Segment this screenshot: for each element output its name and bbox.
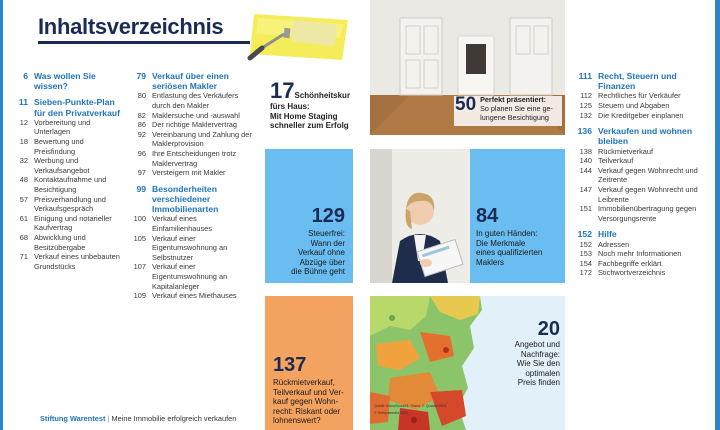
tile-line: Maklers	[476, 257, 505, 267]
tile-rueckmietverkauf[interactable]	[265, 296, 353, 430]
page-footer	[40, 414, 236, 423]
tile-line: kauf gegen Wohn-	[273, 397, 339, 407]
paint-roller-image	[244, 8, 356, 66]
right-edge-bar	[715, 0, 720, 430]
tile-line: schneller zum Erfolg	[270, 121, 349, 131]
toc-entry[interactable]: 82 Maklersuche und -auswahl	[137, 110, 240, 120]
toc-entry[interactable]: 48 Kontaktaufnahme und Besichtigung	[19, 175, 107, 194]
tile-line: Preis finden	[517, 378, 560, 388]
tile-page-number: 137	[273, 354, 307, 376]
toc-entry[interactable]: 132 Die Kreditgeber einplanen	[579, 110, 684, 120]
real-estate-agent-photo	[370, 149, 470, 283]
toc-column-1	[6, 71, 124, 271]
toc-entry[interactable]: 112 Rechtliches für Verkäufer	[580, 91, 681, 101]
tile-line: lungene Besichtigung	[480, 113, 549, 122]
tile-line: Perfekt präsentiert:	[480, 95, 547, 104]
price-map-tile[interactable]	[370, 296, 565, 430]
tile-line: recht: Riskant oder	[273, 406, 341, 416]
toc-entry[interactable]: 18 Bewertung und Preisfindung	[19, 137, 84, 156]
toc-entry[interactable]: 68 Abwicklung und Besitzübergabe	[19, 232, 86, 252]
toc-entry[interactable]: 147 Verkauf gegen Wohnrecht und Leibrente	[579, 184, 698, 204]
tile-page-number: 50	[455, 94, 477, 115]
tile-steuerfrei[interactable]	[265, 149, 353, 283]
toc-entry[interactable]: 105 Verkauf einer Eigentumswohnung an Selbstnutzer	[133, 233, 228, 262]
toc-entry[interactable]: 144 Verkauf gegen Wohnrecht und Zeitrente	[579, 165, 698, 185]
footer-separator: |	[107, 414, 110, 423]
tile-line: lohnenswert?	[273, 416, 321, 426]
toc-entry[interactable]: 86 Der richtige Maklervertrag	[137, 120, 238, 130]
tile-line: fürs Haus:	[270, 102, 310, 111]
toc-entry[interactable]: 153 Noch mehr Informationen	[579, 249, 682, 259]
toc-entry[interactable]: 154 Fachbegriffe erklärt	[579, 258, 662, 268]
tile-map-text	[490, 318, 560, 388]
tile-line: die Bühne geht	[291, 267, 345, 277]
tile-line: In guten Händen:	[476, 229, 538, 238]
tile-home-staging[interactable]	[270, 80, 370, 131]
tile-line: Rückmietverkauf,	[273, 378, 335, 387]
toc-entry[interactable]: 125 Steuern und Abgaben	[579, 101, 670, 110]
tile-line: Schönheitskur	[294, 91, 351, 100]
toc-entry[interactable]: 92 Vereinbarung und Zahlung der Maklerprovision	[137, 129, 252, 149]
toc-section[interactable]: 11 Sieben-Punkte-Plan für den Privatverkauf	[18, 97, 120, 118]
tile-line: Wann der	[310, 238, 345, 248]
tile-line: Nachfrage:	[520, 349, 560, 359]
footer-brand: Stiftung Warentest	[40, 414, 106, 423]
toc-entry[interactable]: 151 Immobilienübertragung gegen Versorgungsrente	[579, 204, 697, 223]
toc-entry[interactable]: 152 Adressen	[579, 239, 630, 249]
tile-page-number: 17	[270, 78, 295, 103]
toc-entry[interactable]: 107 Verkauf einer Eigentumswohnung an Kapitalanleger	[133, 262, 228, 291]
toc-entry[interactable]: 138 Rückmietverkauf	[579, 146, 654, 156]
tile-page-number: 84	[476, 205, 499, 227]
title-underline	[38, 41, 250, 44]
tile-makler[interactable]	[470, 149, 565, 283]
map-credit: © Sherpamedia 2021	[374, 411, 409, 415]
tile-line: Teilverkauf und Ver-	[273, 387, 344, 397]
toc-entry[interactable]: 71 Verkauf eines unbebauten Grundstücks	[19, 252, 120, 271]
toc-section[interactable]: 99 Besonderheiten verschiedener Immobilienarten	[136, 183, 219, 215]
toc-entry[interactable]: 12 Vorbereitung und Unterlagen	[19, 117, 91, 137]
agent-illustration	[370, 149, 470, 283]
tile-page-number: 20	[537, 318, 560, 340]
tile-page-number: 129	[311, 205, 345, 227]
toc-entry[interactable]: 140 Teilverkauf	[579, 156, 634, 166]
toc-entry[interactable]: 80 Entlastung des Verkäufers durch den Makler	[137, 91, 239, 110]
tile-line: Angebot und	[514, 340, 560, 349]
toc-section[interactable]: 111 Recht, Steuern und Finanzen	[578, 71, 677, 92]
tile-line: Steuerfrei:	[308, 229, 345, 238]
tile-line: eines qualifizierten	[476, 248, 543, 258]
toc-entry[interactable]: 57 Preisverhandlung und Verkaufsgespräch	[19, 194, 106, 214]
toc-entry[interactable]: 100 Verkauf eines Einfamilienhauses	[133, 214, 212, 233]
tile-line: Verkauf ohne	[297, 248, 345, 258]
toc-entry[interactable]: 32 Werbung und Verkaufsangebot	[19, 156, 90, 175]
tile-line: So planen Sie eine ge-	[480, 104, 553, 113]
toc-section[interactable]: 152 Hilfe	[577, 229, 617, 240]
tile-line: Die Merkmale	[476, 238, 526, 248]
toc-column-2	[124, 71, 254, 301]
page-title: Inhaltsverzeichnis	[38, 14, 224, 39]
toc-column-4	[566, 71, 714, 278]
map-source: Quelle: ImmoScout24, Stand: 2. Quartal 2021	[374, 404, 447, 408]
toc-section[interactable]: 79 Verkauf über einen seriösen Makler	[136, 71, 229, 92]
tile-line: Abzüge über	[299, 257, 345, 267]
footer-book-title: Meine Immobilie erfolgreich verkaufen	[111, 414, 237, 423]
toc-section[interactable]: 6 Was wollen Sie wissen?	[23, 71, 96, 92]
toc-section[interactable]: 136 Verkaufen und wohnen bleiben	[577, 126, 693, 147]
tile-besichtigung[interactable]	[455, 95, 567, 122]
tile-line: optimalen	[525, 368, 560, 378]
toc-entry[interactable]: 172 Stichwortverzeichnis	[579, 268, 666, 278]
toc-entry[interactable]: 61 Einigung und notarieller Kaufvertrag	[19, 213, 112, 233]
toc-entry[interactable]: 96 Ihre Entscheidungen trotz Maklervertrag	[137, 148, 237, 168]
tile-line: Mit Home Staging	[270, 111, 338, 121]
left-edge-bar	[0, 0, 3, 430]
toc-entry[interactable]: 97 Versteigern mit Makler	[137, 168, 226, 178]
toc-entry[interactable]: 109 Verkauf eines Miethauses	[133, 291, 237, 301]
tile-line: Wie Sie den	[516, 359, 560, 369]
